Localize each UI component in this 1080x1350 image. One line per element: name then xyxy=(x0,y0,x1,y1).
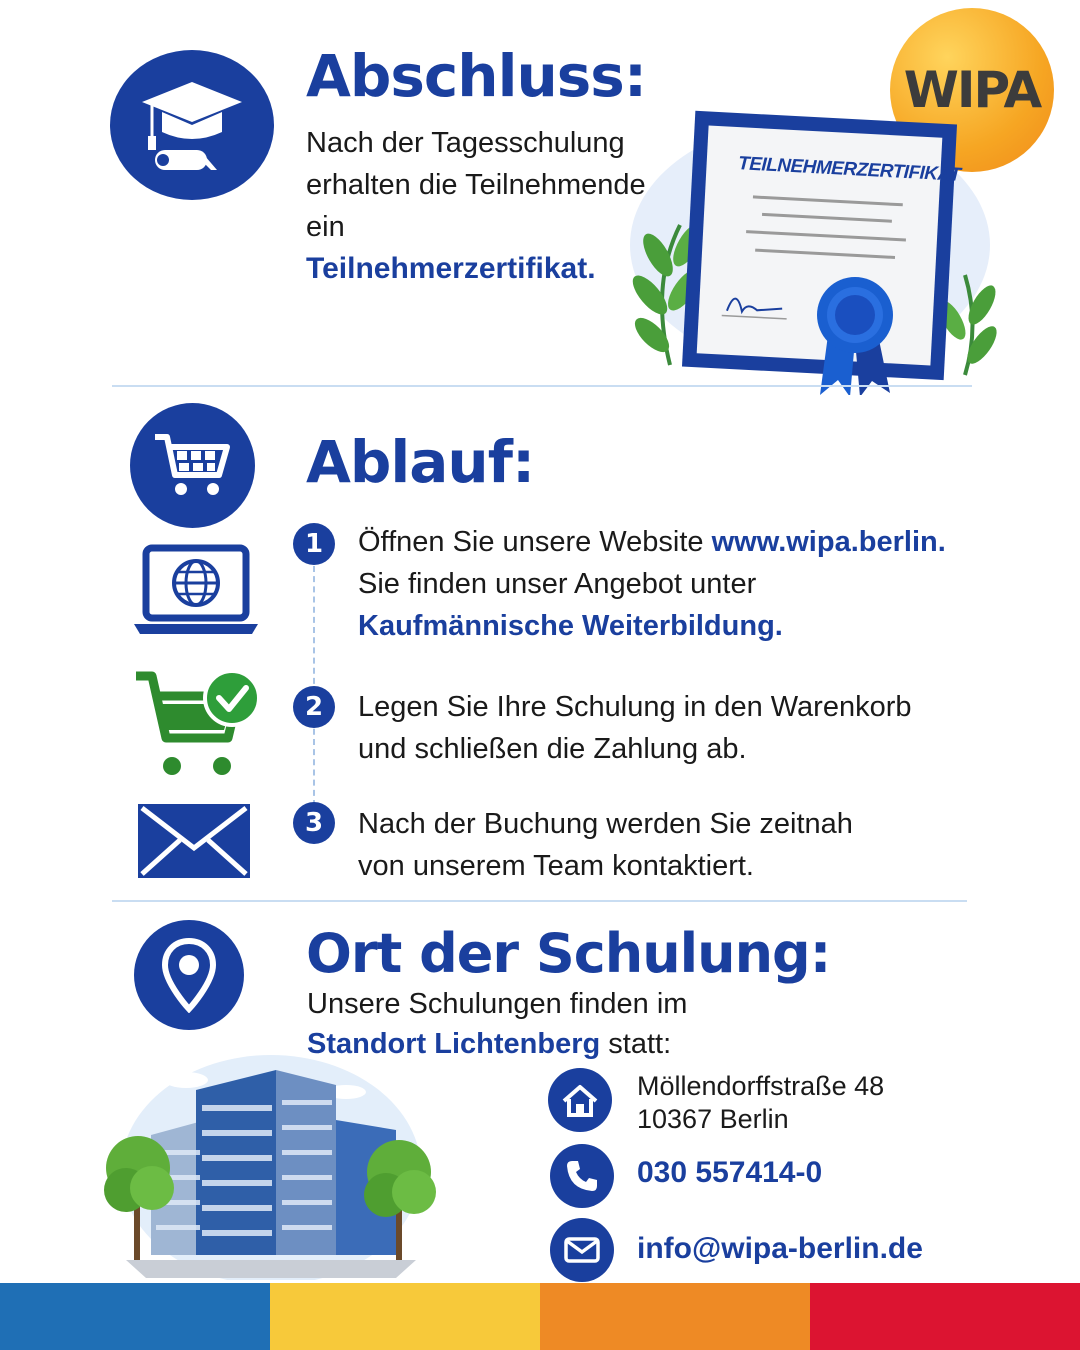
step-3-text xyxy=(358,803,853,887)
address xyxy=(637,1070,884,1136)
ort-highlight: Standort Lichtenberg xyxy=(307,1028,601,1060)
abschluss-highlight: Teilnehmerzertifikat. xyxy=(306,252,596,285)
abschluss-title: Abschluss: xyxy=(306,42,647,110)
ablauf-title: Ablauf: xyxy=(306,428,535,496)
step-1-number: 1 xyxy=(293,523,335,565)
step-2-line1: Legen Sie Ihre Schulung in den Warenkorb xyxy=(358,691,912,723)
stripe-blue xyxy=(0,1283,270,1350)
certificate-background-svg xyxy=(610,105,1010,395)
step-1-line1-text: Öffnen Sie unsere Website xyxy=(358,526,712,558)
ort-title: Ort der Schulung: xyxy=(306,922,831,985)
graduation-cap-icon xyxy=(110,50,274,200)
stripe-yellow xyxy=(270,1283,540,1350)
step-3-line2: von unserem Team kontaktiert. xyxy=(358,850,754,882)
address-line1: Möllendorffstraße 48 xyxy=(637,1071,885,1101)
step-1-line3[interactable]: Kaufmännische Weiterbildung. xyxy=(358,610,783,642)
abschluss-line2: erhalten die Teilnehmende xyxy=(306,169,646,201)
home-icon xyxy=(548,1068,612,1132)
wipa-logo-text: WIPA xyxy=(903,61,1041,119)
abschluss-line1: Nach der Tagesschulung xyxy=(306,127,625,159)
abschluss-line3: ein xyxy=(306,211,345,243)
divider-2 xyxy=(112,900,967,902)
website-link[interactable]: www.wipa.berlin. xyxy=(711,526,946,558)
stripe-orange xyxy=(540,1283,810,1350)
envelope-icon xyxy=(136,802,252,880)
phone-number[interactable]: 030 557414-0 xyxy=(637,1156,823,1189)
step-3-line1: Nach der Buchung werden Sie zeitnah xyxy=(358,808,853,840)
laptop-globe-icon xyxy=(132,544,260,638)
email-address[interactable]: info@wipa-berlin.de xyxy=(637,1232,923,1265)
step-2-number: 2 xyxy=(293,686,335,728)
phone-icon xyxy=(550,1144,614,1208)
step-3-number: 3 xyxy=(293,802,335,844)
location-pin-icon xyxy=(134,920,244,1030)
step-1-line1 xyxy=(358,521,946,563)
abschluss-text xyxy=(306,122,646,290)
step-2-text xyxy=(358,686,912,770)
building-illustration xyxy=(96,1050,446,1280)
step-1-text xyxy=(358,521,946,647)
stripe-red xyxy=(810,1283,1080,1350)
cart-check-icon xyxy=(132,668,262,780)
certificate-illustration xyxy=(610,105,1010,395)
shopping-cart-icon xyxy=(130,403,255,528)
address-line2: 10367 Berlin xyxy=(637,1104,789,1134)
step-1-line2: Sie finden unser Angebot unter xyxy=(358,568,757,600)
mail-icon xyxy=(550,1218,614,1282)
divider-1 xyxy=(112,385,972,387)
ort-line1: Unsere Schulungen finden im xyxy=(307,988,688,1020)
ort-line2-rest: statt: xyxy=(600,1028,672,1060)
certificate-title: TEILNEHMERZERTIFIKAT xyxy=(737,153,962,186)
step-2-line2: und schließen die Zahlung ab. xyxy=(358,733,747,765)
